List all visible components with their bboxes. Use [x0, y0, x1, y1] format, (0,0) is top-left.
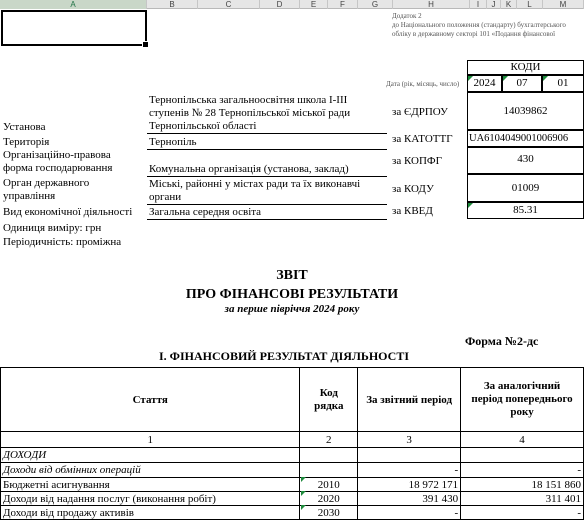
col-number-4: 4 — [461, 432, 584, 448]
codes-title: КОДИ — [467, 60, 584, 75]
column-header-bar — [0, 0, 584, 9]
legal-form-label-2: форма господарювання — [3, 162, 113, 174]
note-line-1: Додаток 2 — [392, 12, 422, 20]
row-code[interactable]: 2030 — [300, 506, 358, 520]
row-current[interactable]: 18 972 171 — [358, 478, 461, 492]
cell-flag-icon — [468, 203, 473, 208]
date-month[interactable]: 07 — [502, 75, 542, 92]
activity-label: Вид економічної діяльності — [3, 206, 133, 218]
note-line-2: до Національного положення (стандарту) бухгалтерського — [392, 21, 566, 29]
gov-body-value-1: Міські, районні у містах ради та їх виконавчі — [149, 178, 361, 190]
gov-body-value-2: органи — [149, 191, 182, 203]
table-row — [1, 448, 584, 463]
column-header-h[interactable]: H — [393, 0, 470, 9]
header-code-line-1: Код — [319, 386, 338, 399]
kodu-label: за КОДУ — [392, 183, 434, 195]
row-code[interactable] — [300, 448, 358, 463]
katottg-label: за КАТОТТГ — [392, 133, 453, 145]
column-header-j[interactable]: J — [487, 0, 501, 9]
date-day[interactable]: 01 — [542, 75, 584, 92]
row-prev[interactable]: - — [461, 463, 584, 478]
row-label[interactable]: Доходи від обмінних операцій — [1, 463, 300, 478]
section-title: І. ФІНАНСОВИЙ РЕЗУЛЬТАТ ДІЯЛЬНОСТІ — [158, 349, 409, 363]
table-row — [1, 463, 584, 478]
underline — [147, 204, 387, 205]
column-header-c[interactable]: C — [198, 0, 260, 9]
column-header-b[interactable]: B — [147, 0, 198, 9]
kopfg-label: за КОПФГ — [392, 155, 442, 167]
row-current[interactable]: - — [358, 463, 461, 478]
row-label[interactable]: Доходи від продажу активів — [1, 506, 300, 520]
org-name-line-1: Тернопільська загальноосвітня школа І-ІІІ — [149, 94, 348, 106]
header-article: Стаття — [1, 368, 300, 432]
column-header-a[interactable]: A — [0, 0, 147, 9]
col-number-2: 2 — [300, 432, 358, 448]
kopfg-value[interactable]: 430 — [467, 147, 584, 174]
org-name-line-3: Тернопільської області — [149, 120, 257, 132]
unit-label: Одиниця виміру: грн — [3, 222, 102, 234]
cell-flag-icon — [301, 491, 306, 496]
row-prev[interactable]: 311 401 — [461, 492, 584, 506]
cell-flag-icon — [301, 477, 306, 482]
org-name-line-2: ступенів № 28 Тернопільської міської ради — [149, 107, 351, 119]
col-number-3: 3 — [358, 432, 461, 448]
column-header-i[interactable]: I — [470, 0, 487, 9]
form-number: Форма №2-дс — [465, 334, 539, 348]
cell-flag-icon — [543, 76, 548, 81]
active-cell-selection[interactable] — [1, 10, 147, 46]
report-subtitle: за перше півріччя 2024 року — [224, 303, 360, 315]
territory-label: Територія — [3, 136, 50, 148]
row-current[interactable]: 391 430 — [358, 492, 461, 506]
column-header-d[interactable]: D — [260, 0, 300, 9]
kodu-value[interactable]: 01009 — [467, 174, 584, 202]
column-header-l[interactable]: L — [517, 0, 543, 9]
header-prev-line-2: період попереднього — [471, 393, 573, 405]
row-prev[interactable] — [461, 448, 584, 463]
column-header-m[interactable]: M — [543, 0, 584, 9]
table-row — [1, 478, 584, 492]
gov-body-label-1: Орган державного — [3, 177, 90, 189]
report-title-2: ПРО ФІНАНСОВІ РЕЗУЛЬТАТИ — [185, 287, 399, 302]
edrpou-label: за ЄДРПОУ — [392, 106, 448, 118]
row-code[interactable]: 2010 — [300, 478, 358, 492]
underline — [147, 133, 387, 134]
header-code-line-2: рядка — [314, 399, 344, 412]
row-prev[interactable]: - — [461, 506, 584, 520]
header-code — [300, 368, 358, 432]
katottg-value[interactable]: UA61040490010069​06 — [467, 130, 584, 147]
table-row — [1, 506, 584, 520]
column-header-e[interactable]: E — [300, 0, 328, 9]
row-code[interactable]: 2020 — [300, 492, 358, 506]
legal-form-value: Комунальна організація (установа, заклад) — [149, 163, 349, 175]
note-line-3: обліку в державному секторі 101 «Подання фінансової — [392, 30, 556, 38]
row-label[interactable]: ДОХОДИ — [1, 448, 300, 463]
column-header-k[interactable]: K — [501, 0, 517, 9]
underline — [147, 219, 387, 220]
activity-value: Загальна середня освіта — [149, 206, 262, 218]
institution-label: Установа — [3, 121, 46, 133]
results-table — [0, 367, 584, 520]
date-label: Дата (рік, місяць, число) — [386, 80, 460, 88]
cell-flag-icon — [503, 76, 508, 81]
table-row — [1, 492, 584, 506]
row-label[interactable]: Бюджетні асигнування — [1, 478, 300, 492]
header-prev — [461, 368, 584, 432]
column-header-g[interactable]: G — [358, 0, 393, 9]
header-prev-line-3: року — [510, 406, 534, 418]
kved-value[interactable]: 85.31 — [467, 202, 584, 219]
report-title: ЗВІТ — [276, 268, 308, 283]
row-code[interactable] — [300, 463, 358, 478]
col-number-1: 1 — [1, 432, 300, 448]
row-label[interactable]: Доходи від надання послуг (виконання робіт) — [1, 492, 300, 506]
territory-value: Тернопіль — [149, 136, 197, 148]
underline — [147, 149, 387, 150]
edrpou-value[interactable]: 14039862 — [467, 92, 584, 130]
underline — [147, 176, 387, 177]
gov-body-label-2: управління — [3, 190, 56, 202]
row-current[interactable]: - — [358, 506, 461, 520]
header-current: За звітний період — [358, 368, 461, 432]
row-prev[interactable]: 18 151 860 — [461, 478, 584, 492]
cell-flag-icon — [468, 76, 473, 81]
row-current[interactable] — [358, 448, 461, 463]
column-header-f[interactable]: F — [328, 0, 358, 9]
legal-form-label-1: Організаційно-правова — [3, 149, 111, 161]
header-prev-line-1: За аналогічний — [483, 380, 561, 392]
periodicity-label: Періодичність: проміжна — [3, 236, 122, 248]
kved-label: за КВЕД — [392, 205, 433, 217]
cell-flag-icon — [301, 505, 306, 510]
date-year[interactable]: 2024 — [467, 75, 502, 92]
